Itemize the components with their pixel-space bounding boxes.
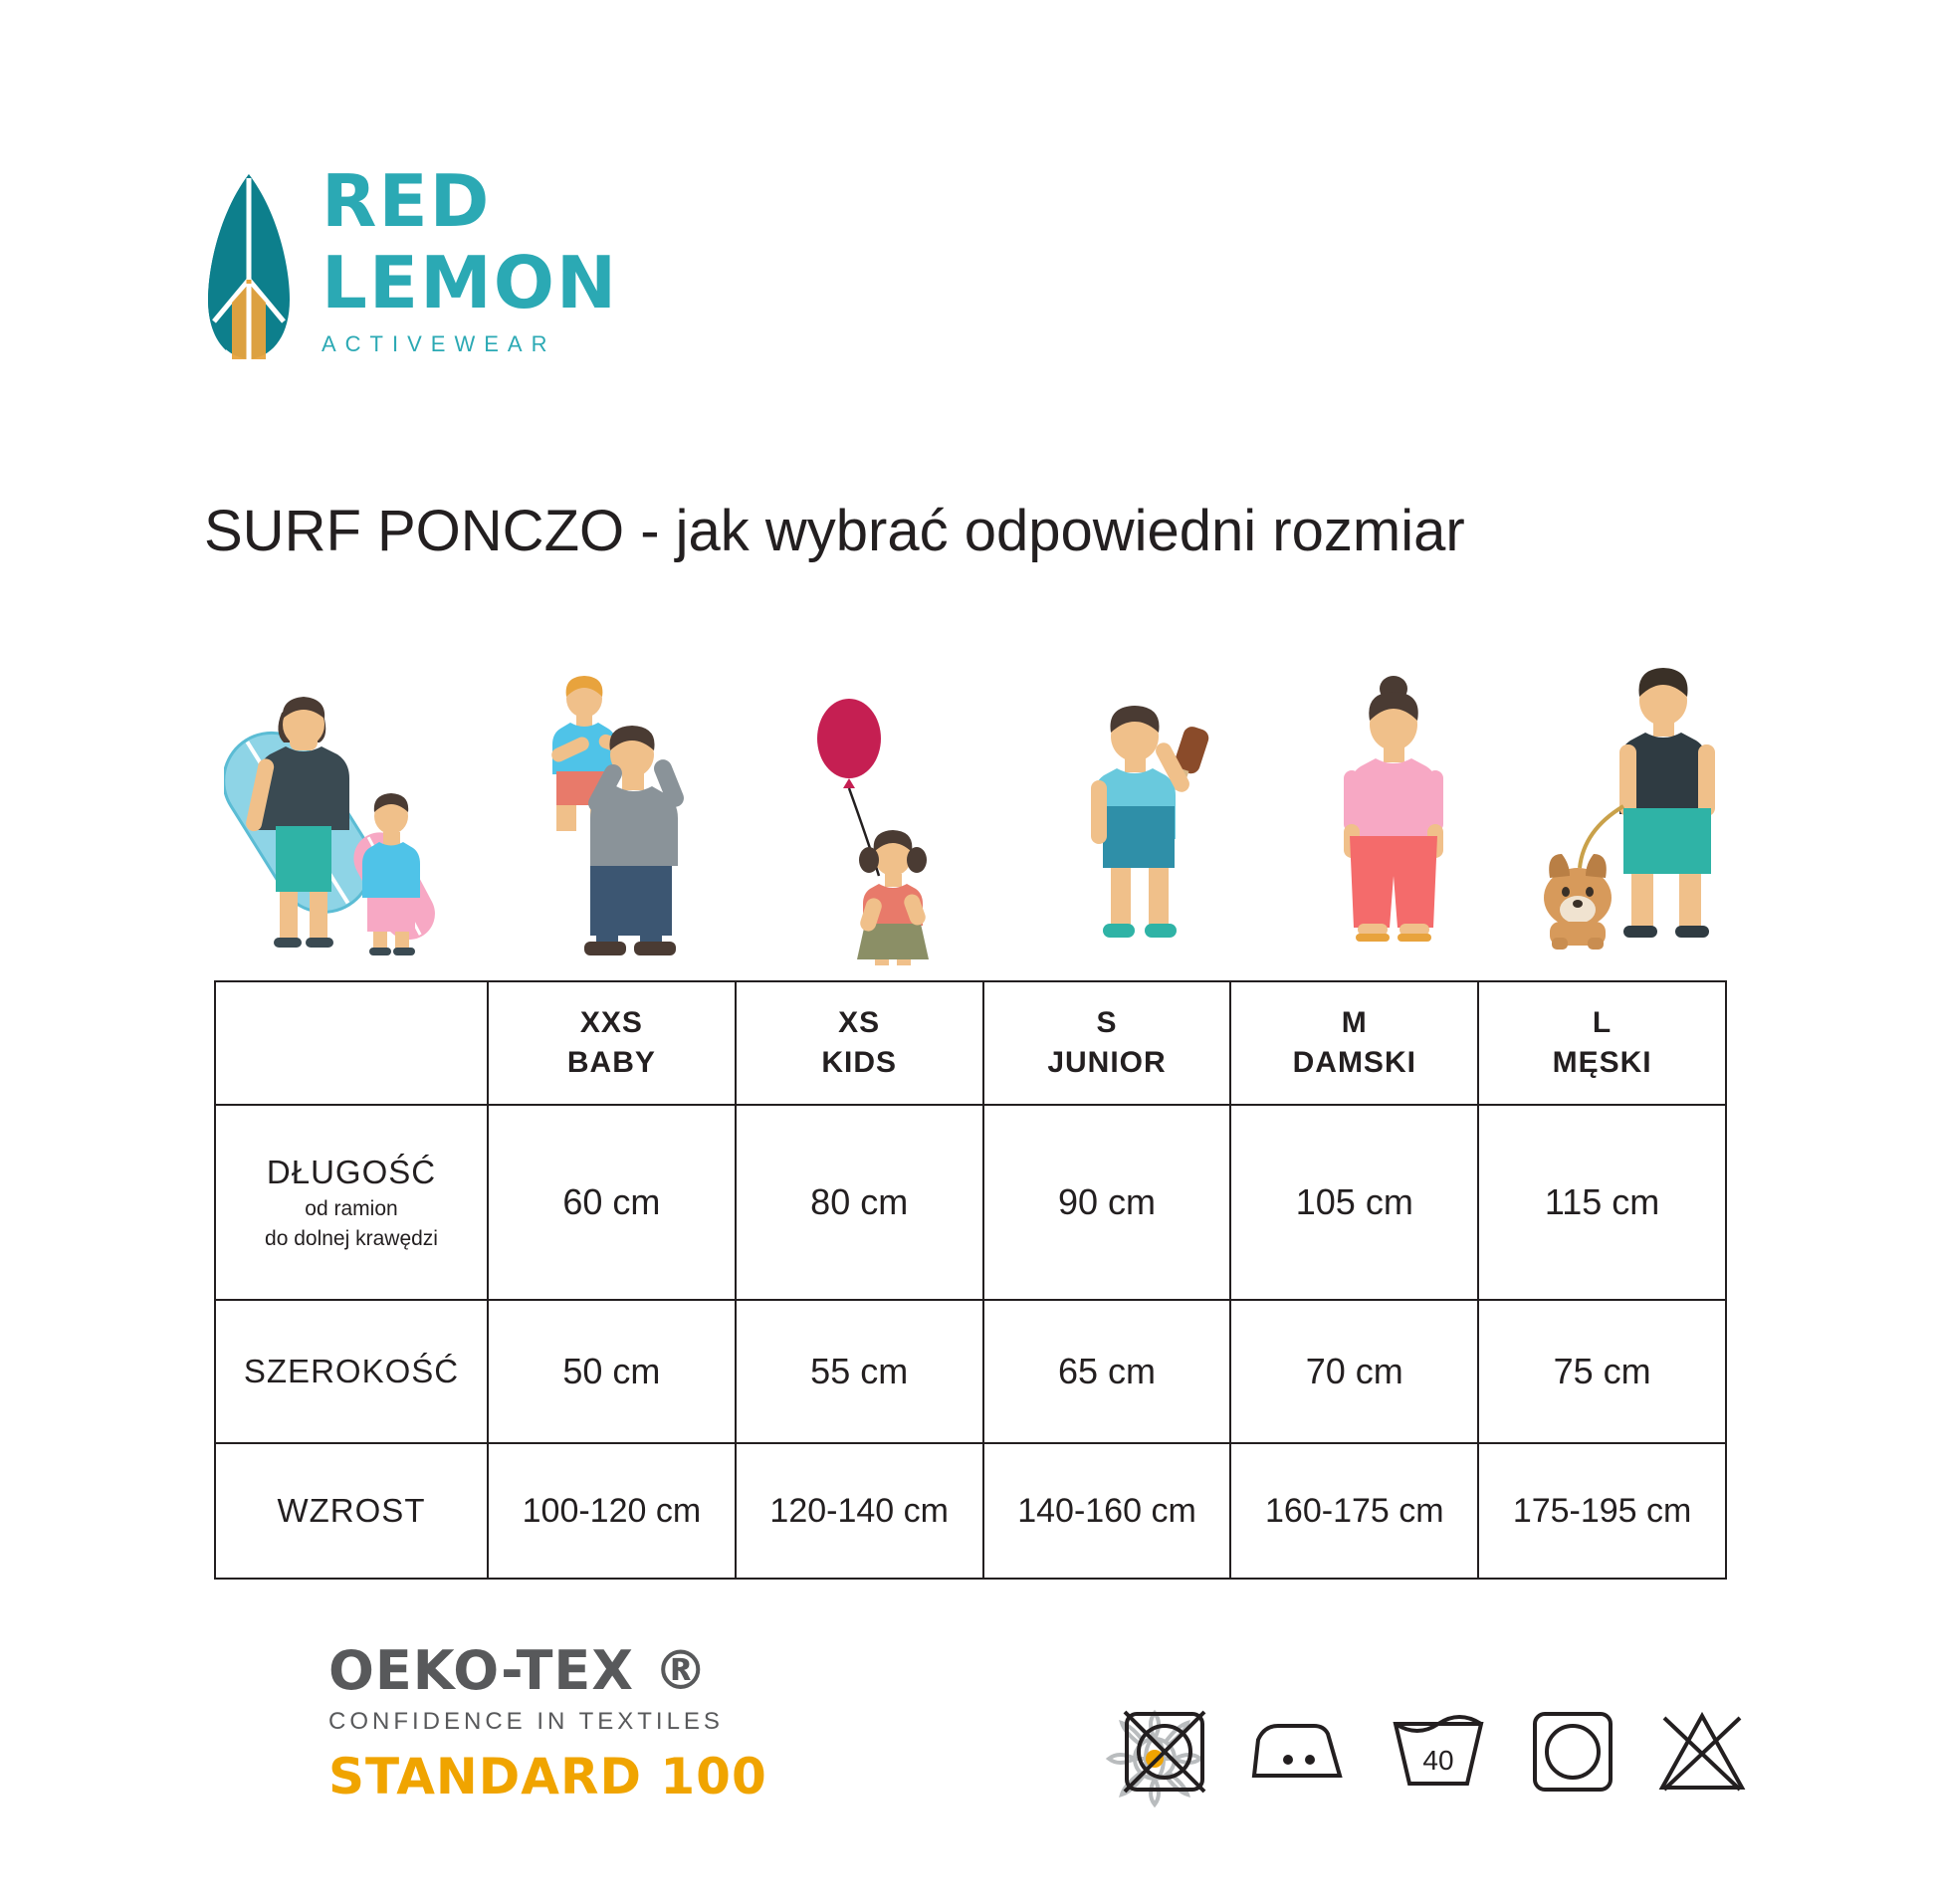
row-label-szerokosc: [215, 1300, 488, 1443]
column-header-xxs: [488, 981, 736, 1105]
table-corner-cell: [215, 981, 488, 1105]
cell-wzrost-xs: 120-140 cm: [736, 1443, 983, 1579]
cell-wzrost-s: 140-160 cm: [983, 1443, 1231, 1579]
figure-boy-with-ice-cream: [1065, 667, 1244, 965]
column-code-s: S: [1096, 1006, 1118, 1039]
figure-father-lifting-toddler: [513, 667, 712, 965]
cell-szerokosc-xs: 55 cm: [736, 1300, 983, 1443]
oeko-tex-title: OEKO-TEX ®: [328, 1639, 709, 1702]
row-label-dlugosc-sub2: do dolnej krawędzi: [265, 1227, 438, 1250]
column-name-m: DAMSKI: [1292, 1046, 1416, 1079]
column-name-s: JUNIOR: [1047, 1046, 1167, 1079]
cell-szerokosc-l: 75 cm: [1478, 1300, 1726, 1443]
column-name-l: MĘSKI: [1552, 1046, 1652, 1079]
cell-dlugosc-xxs: 60 cm: [488, 1105, 736, 1300]
cell-szerokosc-m: 70 cm: [1230, 1300, 1478, 1443]
wash-temperature-label: 40: [1422, 1745, 1454, 1776]
page-title: SURF PONCZO - jak wybrać odpowiedni rozmiar: [204, 499, 1465, 563]
brand-tagline: ACTIVEWEAR: [322, 331, 556, 356]
column-code-xxs: XXS: [579, 1006, 643, 1039]
table-row-wzrost: [215, 1443, 1726, 1579]
table-row-szerokosc: [215, 1300, 1726, 1443]
wash-40-icon: [1384, 1702, 1493, 1801]
brand-name-line2: LEMON: [322, 241, 619, 324]
do-not-bleach-icon: [1652, 1702, 1752, 1801]
cell-dlugosc-xs: 80 cm: [736, 1105, 983, 1300]
brand-name-line1: RED: [322, 159, 492, 243]
iron-low-heat-icon: [1244, 1702, 1354, 1801]
column-header-l: [1478, 981, 1726, 1105]
care-symbols: [1115, 1692, 1752, 1811]
table-row-dlugosc: [215, 1105, 1726, 1300]
column-code-xs: XS: [838, 1006, 881, 1039]
oeko-tex-standard: STANDARD 100: [328, 1748, 767, 1805]
size-table: [214, 980, 1727, 1580]
column-header-m: [1230, 981, 1478, 1105]
row-label-szerokosc-text: SZEROKOŚĆ: [243, 1353, 460, 1389]
column-header-s: [983, 981, 1231, 1105]
column-header-xs: [736, 981, 983, 1105]
column-name-xs: KIDS: [821, 1046, 898, 1079]
surfboard-leaf-icon: [204, 172, 294, 361]
brand-logo: [204, 159, 662, 363]
cell-wzrost-xxs: 100-120 cm: [488, 1443, 736, 1579]
cell-dlugosc-m: 105 cm: [1230, 1105, 1478, 1300]
table-header-row: [215, 981, 1726, 1105]
cell-wzrost-m: 160-175 cm: [1230, 1443, 1478, 1579]
column-code-l: L: [1592, 1006, 1613, 1039]
cell-szerokosc-s: 65 cm: [983, 1300, 1231, 1443]
row-label-wzrost-text: WZROST: [277, 1492, 426, 1529]
tumble-dry-normal-icon: [1523, 1702, 1622, 1801]
oeko-tex-subtitle: CONFIDENCE IN TEXTILES: [328, 1708, 724, 1735]
figure-dad-with-child-surfboards: [224, 667, 453, 965]
cell-wzrost-l: 175-195 cm: [1478, 1443, 1726, 1579]
row-label-dlugosc-sub1: od ramion: [305, 1197, 398, 1220]
brand-wordmark: [322, 159, 660, 357]
column-name-xxs: BABY: [566, 1046, 656, 1079]
figure-woman-standing: [1314, 667, 1473, 965]
row-label-dlugosc-text: DŁUGOŚĆ: [266, 1154, 437, 1190]
cell-szerokosc-xxs: 50 cm: [488, 1300, 736, 1443]
figure-row: [214, 637, 1767, 965]
figure-girl-with-balloon: [801, 667, 970, 965]
row-label-wzrost: [215, 1443, 488, 1579]
row-label-dlugosc: [215, 1105, 488, 1300]
figure-man-with-dog: [1528, 667, 1747, 965]
oeko-tex-certification: [328, 1639, 946, 1805]
do-not-tumble-dry-icon: [1115, 1702, 1214, 1801]
cell-dlugosc-l: 115 cm: [1478, 1105, 1726, 1300]
column-code-m: M: [1341, 1006, 1368, 1039]
cell-dlugosc-s: 90 cm: [983, 1105, 1231, 1300]
